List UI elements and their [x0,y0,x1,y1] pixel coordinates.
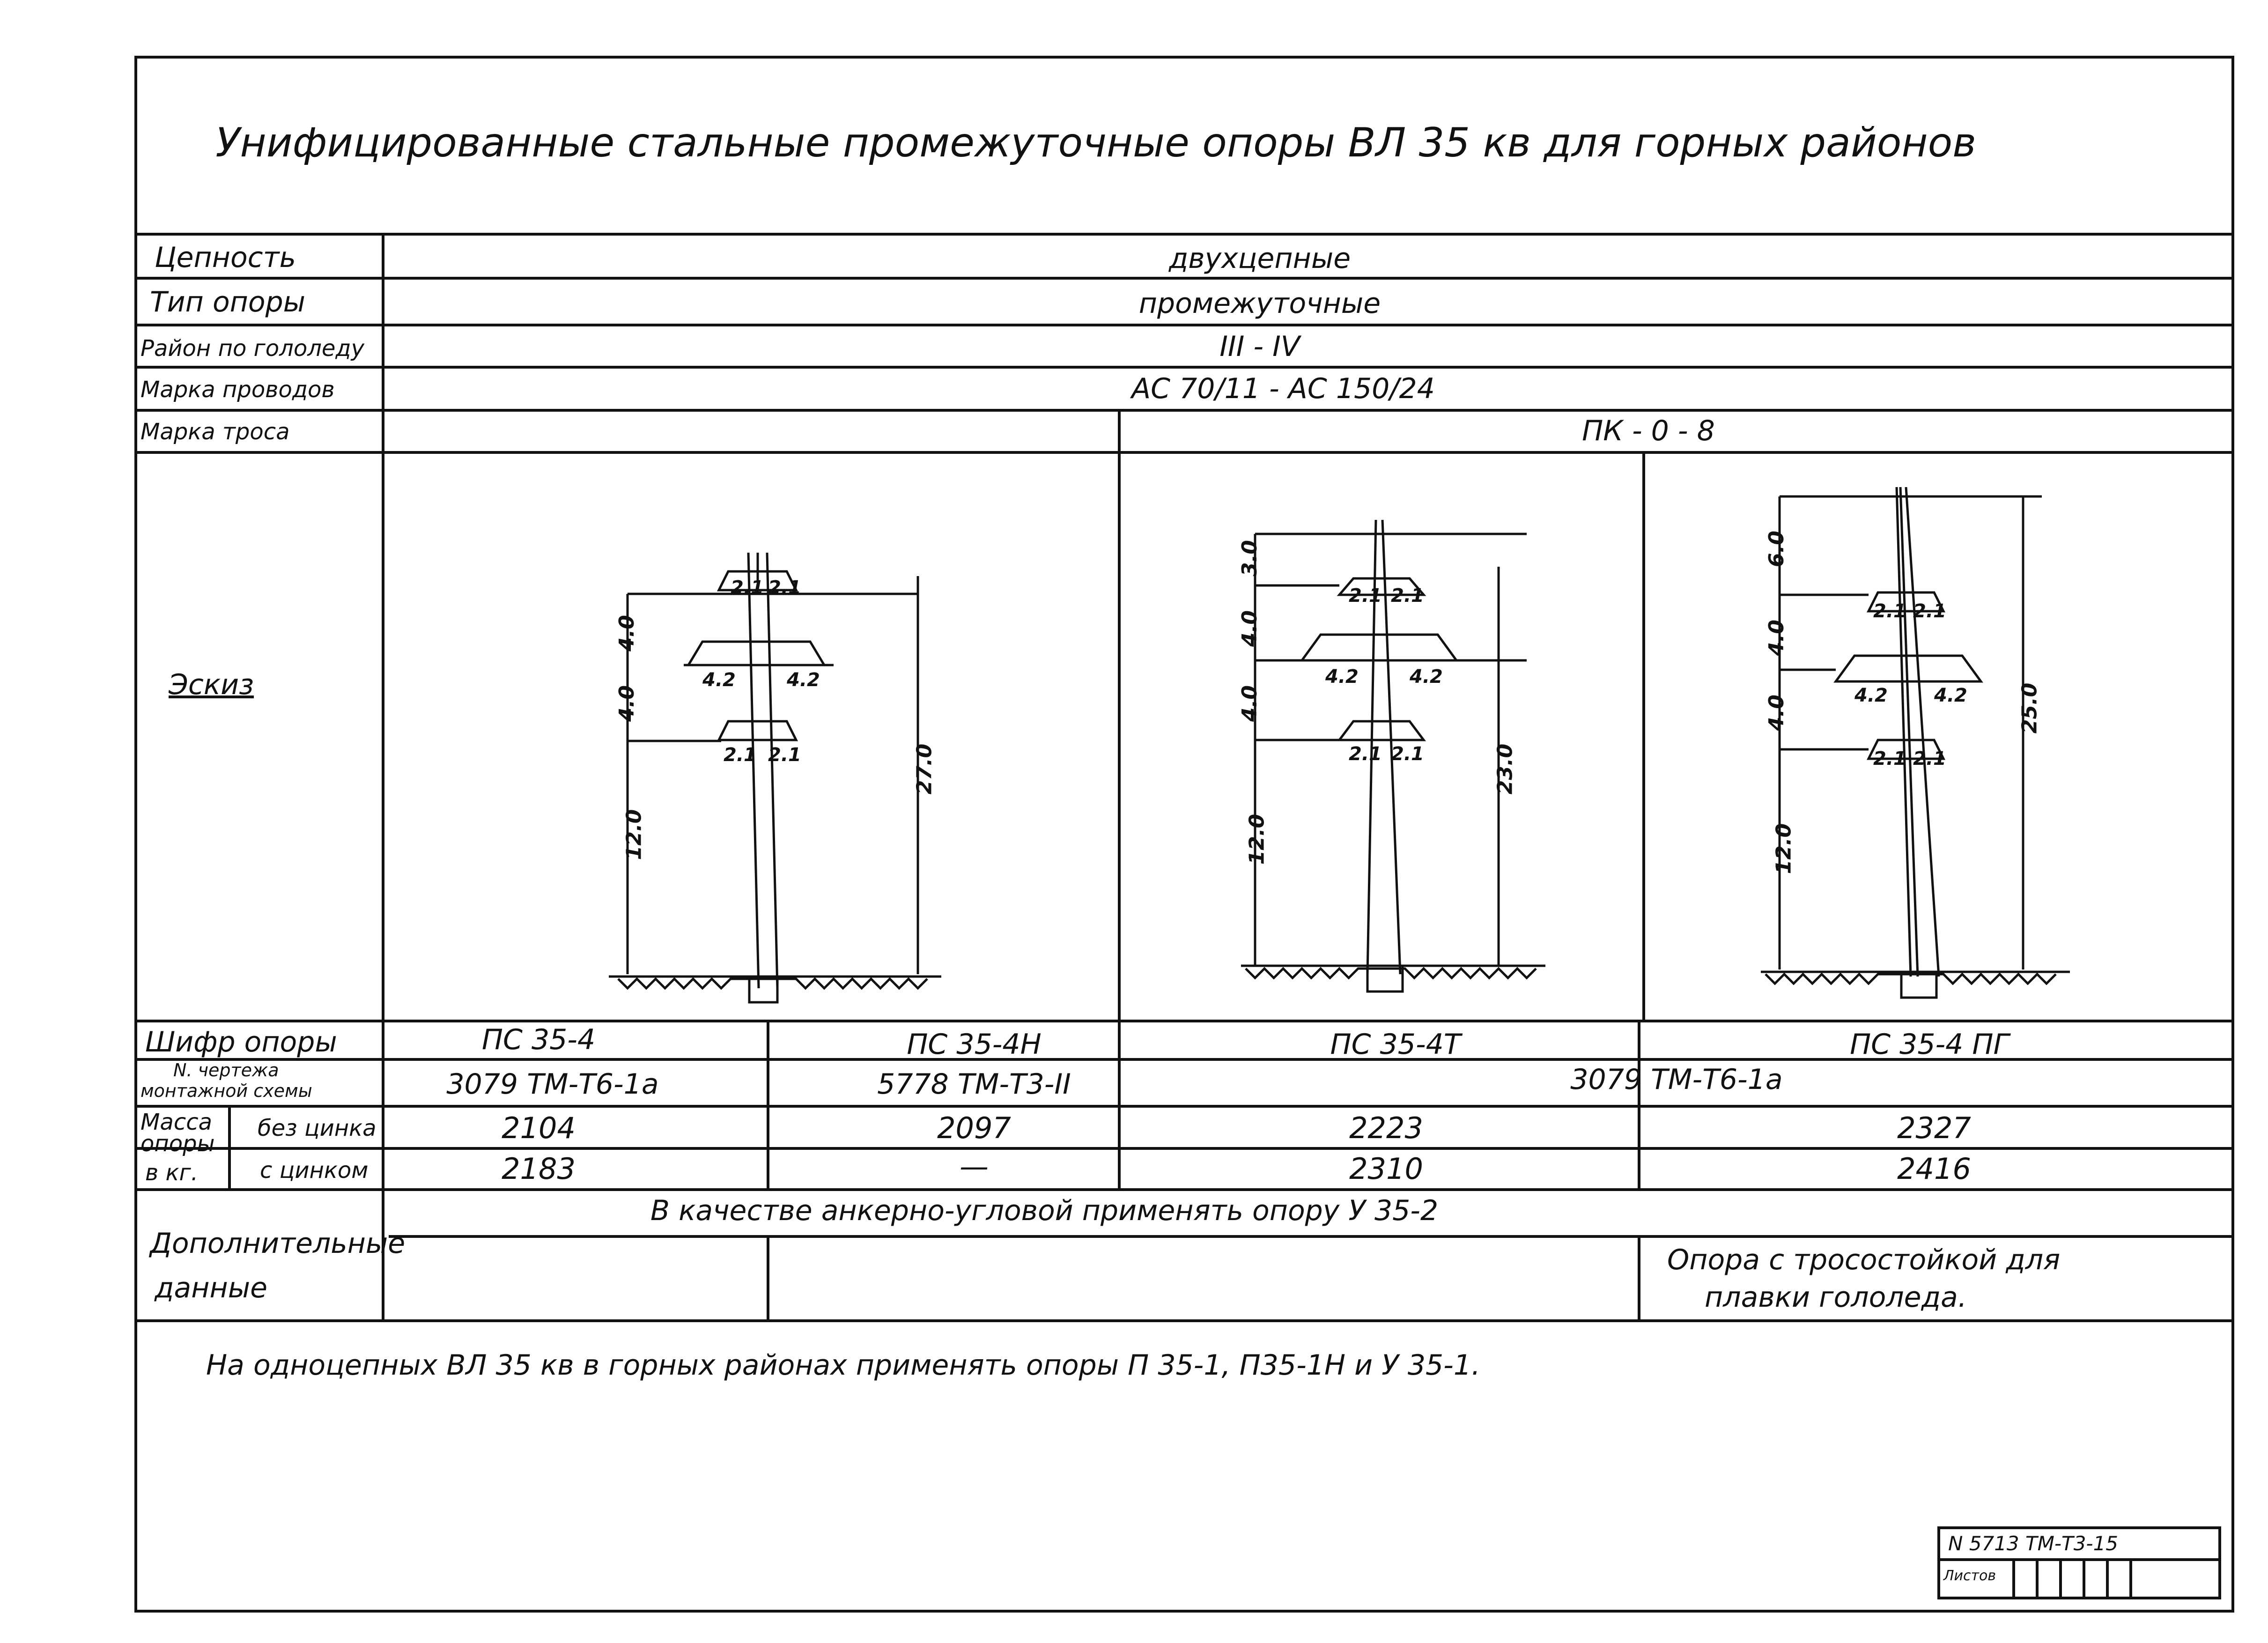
page-title: Унифицированные стальные промежуточные опоры ВЛ 35 кв для горных районов [215,119,1976,166]
mass-no-zinc-3: 2223 [1349,1111,1423,1145]
s1-arm-5: 2.1 [724,744,757,766]
s2-arm-1: 2.1 [1349,585,1382,607]
s1-dim-mid: 4.0 [614,685,639,722]
mass-label-1: Масса [140,1109,213,1135]
s3-arm-6: 2.1 [1913,748,1946,770]
cable-label: Марка троса [140,419,290,445]
s3-height: 25.0 [2017,682,2042,734]
cipher-2: ПС 35-4Н [907,1028,1042,1061]
tower-sketch-1 [609,553,941,1002]
s2-height: 23.0 [1493,743,1517,795]
s1-arm-6: 2.1 [768,744,801,766]
mass-no-zinc-2: 2097 [937,1111,1011,1145]
mass-label-2: опоры [140,1131,215,1157]
drawing-2: 5778 ТМ-Т3-II [877,1068,1071,1101]
s1-dim-top: 4.0 [614,615,639,651]
cipher-label: Шифр опоры [145,1026,337,1058]
ice-label: Район по гололеду [140,335,365,362]
mass-no-zinc-4: 2327 [1897,1111,1971,1145]
additional-label-1: Дополнительные [150,1227,406,1260]
drawing-label-1: N. чертежа [173,1060,279,1081]
s3-arm-1: 2.1 [1873,600,1906,622]
chain-value: двухцепные [1168,242,1351,275]
mass-no-zinc-label: без цинка [258,1115,377,1141]
s3-dim-3: 4.0 [1764,695,1788,731]
drawing-1: 3079 ТМ-Т6-1а [446,1068,659,1101]
additional-note-1: Опора с тросостойкой для [1667,1243,2061,1276]
wire-value: АС 70/11 - АС 150/24 [1131,372,1435,405]
s3-arm-2: 2.1 [1913,600,1946,622]
chain-label: Цепность [155,241,296,274]
s3-arm-5: 2.1 [1873,748,1906,770]
s1-arm-1: 2.1 [731,577,764,599]
s1-height: 27.0 [912,743,937,795]
s2-dim-2: 4.0 [1237,610,1262,647]
stamp-sheet-label: Листов [1943,1568,1996,1584]
additional-label-2: данные [155,1272,267,1304]
s2-dim-1: 3.0 [1237,540,1262,577]
s2-arm-3: 4.2 [1325,666,1359,688]
s3-arm-4: 4.2 [1934,685,1967,706]
additional-note-2: плавки гололеда. [1705,1281,1967,1314]
s2-arm-2: 2.1 [1391,585,1424,607]
cable-value: ПК - 0 - 8 [1582,414,1715,447]
s1-dim-low: 12.0 [622,809,646,860]
stamp-number: N 5713 ТМ-Т3-15 [1948,1532,2119,1555]
s2-dim-3: 4.0 [1237,685,1262,722]
drawing-3: 3079 ТМ-Т6-1а [1570,1063,1783,1096]
ice-value: III - IV [1219,330,1300,363]
additional-row-1: В качестве анкерно-угловой применять опору У 35-2 [650,1194,1439,1227]
s3-arm-3: 4.2 [1854,685,1888,706]
cipher-4: ПС 35-4 ПГ [1850,1028,2009,1061]
mass-zinc-1: 2183 [502,1152,576,1186]
s2-arm-4: 4.2 [1410,666,1443,688]
s3-dim-4: 12.0 [1772,823,1796,874]
s3-dim-1: 6.0 [1764,531,1788,567]
s1-arm-2: 2.1 [768,577,801,599]
s2-arm-6: 2.1 [1391,743,1424,765]
type-label: Тип опоры [150,286,306,318]
drawing-label-2: монтажной схемы [140,1081,312,1101]
mass-zinc-3: 2310 [1349,1152,1423,1186]
mass-no-zinc-1: 2104 [502,1111,576,1145]
mass-zinc-label: с цинком [260,1157,369,1184]
tower-sketch-3 [1761,487,2070,998]
mass-label-3: в кг. [145,1160,199,1186]
s1-arm-3: 4.2 [702,669,736,691]
cipher-3: ПС 35-4Т [1330,1028,1461,1061]
sketch-label: Эскиз [169,668,254,701]
mass-zinc-2: — [960,1149,989,1184]
s3-dim-2: 4.0 [1764,620,1788,656]
wire-label: Марка проводов [140,377,335,403]
type-value: промежуточные [1138,287,1381,320]
footer-note: На одноцепных ВЛ 35 кв в горных районах применять опоры П 35-1, П35-1Н и У 35-1. [206,1349,1481,1382]
cipher-1: ПС 35-4 [481,1023,596,1056]
mass-zinc-4: 2416 [1897,1152,1971,1186]
s1-arm-4: 4.2 [787,669,820,691]
s2-dim-4: 12.0 [1245,814,1269,865]
s2-arm-5: 2.1 [1349,743,1382,765]
